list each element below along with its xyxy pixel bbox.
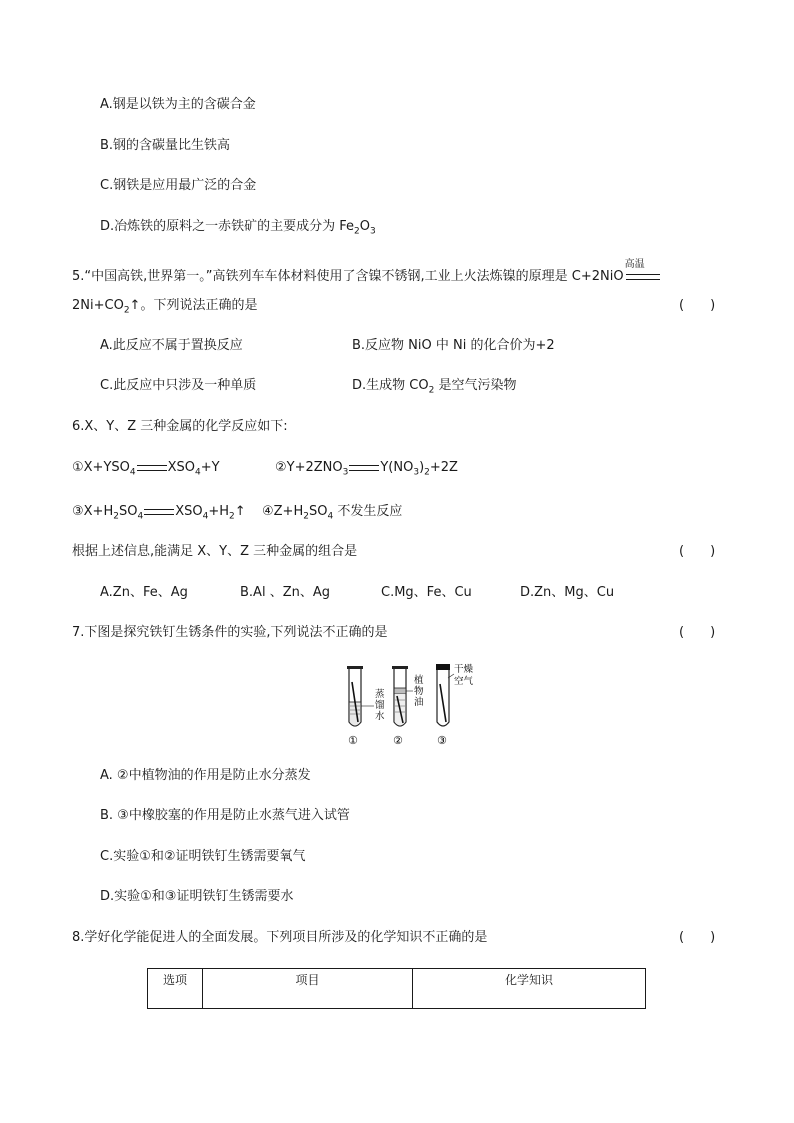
q8-table xyxy=(147,968,646,1009)
tube-1-rim xyxy=(347,666,363,669)
q7-option-d: D.实验①和③证明铁钉生锈需要水 xyxy=(100,889,294,904)
q6-reaction-2: $②Y+2ZNO_3$ $Y(NO_3)_2+2Z$ xyxy=(275,460,458,478)
table-header-row xyxy=(148,969,646,1009)
q4-option-c: C.钢铁是应用最广泛的合金 xyxy=(100,178,257,193)
q6-option-a: A.Zn、Fe、Ag xyxy=(100,585,188,600)
q6-reaction-3: $③X+H_2SO_4$ $XSO_4+H_2↑$ xyxy=(72,504,246,522)
q7-option-a: A. ②中植物油的作用是防止水分蒸发 xyxy=(100,768,311,783)
q5-option-a: A.此反应不属于置换反应 xyxy=(100,338,243,353)
rust-experiment-figure xyxy=(336,660,486,748)
iron-nail-3 xyxy=(440,684,446,722)
q7-answer-blank: ( ) xyxy=(679,625,716,640)
q5-answer-blank: ( ) xyxy=(679,298,716,313)
label-water-2: 馏 xyxy=(375,700,385,711)
q5-stem-line2: $2Ni+CO_2↑$。下列说法正确的是 xyxy=(72,298,258,316)
q4-option-b: B.钢的含碳量比生铁高 xyxy=(100,138,231,153)
label-water-3: 水 xyxy=(375,711,385,722)
q7-option-b: B. ③中橡胶塞的作用是防止水蒸气进入试管 xyxy=(100,808,350,823)
label-oil-3: 油 xyxy=(414,697,424,708)
test-tube-3 xyxy=(436,664,450,726)
tube-2-rim xyxy=(392,666,408,669)
test-tube-1 xyxy=(347,666,363,726)
q5-option-c: C.此反应中只涉及一种单质 xyxy=(100,378,257,393)
q6-stem: 6.X、Y、Z 三种金属的化学反应如下: xyxy=(72,419,288,434)
q4-option-d: D.冶炼铁的原料之一赤铁矿的主要成分为 $Fe_2O_3$ xyxy=(100,219,376,237)
label-water-1: 蒸 xyxy=(375,689,385,700)
q6-option-b: B.Al 、Zn、Ag xyxy=(240,585,330,600)
tube-1-number: ① xyxy=(348,734,358,747)
q5-option-b: B.反应物 NiO 中 Ni 的化合价为+2 xyxy=(352,338,555,353)
tube-2-number: ② xyxy=(393,734,403,747)
q6-reaction-1: $①X+YSO_4$ $XSO_4+Y$ xyxy=(72,460,220,478)
q5-stem-line1: 5.“中国高铁,世界第一。”高铁列车车体材料使用了含镍不锈钢,工业上火法炼镍的原理是 C+2NiO 高温 xyxy=(72,269,660,285)
q6-answer-blank: ( ) xyxy=(679,544,716,559)
test-tube-2 xyxy=(392,666,408,726)
tube-3-number: ③ xyxy=(437,734,447,747)
label-dry-air-1: 干燥 xyxy=(454,664,474,675)
q8-answer-blank: ( ) xyxy=(679,930,716,945)
label-dry-air-2: 空气 xyxy=(454,676,474,687)
q6-reaction-4: $④Z+H_2SO_4$ 不发生反应 xyxy=(262,504,403,522)
q4-option-a: A.钢是以铁为主的含碳合金 xyxy=(100,97,256,112)
rubber-stopper xyxy=(436,664,450,670)
q6-option-d: D.Zn、Mg、Cu xyxy=(520,585,615,600)
q6-ask: 根据上述信息,能满足 X、Y、Z 三种金属的组合是 xyxy=(72,544,358,559)
header-option: 选项 xyxy=(148,969,203,1009)
label-oil-2: 物 xyxy=(414,686,424,697)
label-oil-1: 植 xyxy=(414,675,424,686)
q8-stem: 8.学好化学能促进人的全面发展。下列项目所涉及的化学知识不正确的是 xyxy=(72,930,488,945)
header-chem-knowledge: 化学知识 xyxy=(413,969,646,1009)
q5-option-d: D.生成物 $CO_2$ 是空气污染物 xyxy=(352,378,517,396)
high-temp-equals-sign: 高温 xyxy=(626,274,660,280)
header-project: 项目 xyxy=(203,969,413,1009)
q7-option-c: C.实验①和②证明铁钉生锈需要氧气 xyxy=(100,849,306,864)
oil-layer xyxy=(395,688,406,694)
q6-option-c: C.Mg、Fe、Cu xyxy=(381,585,472,600)
q7-stem: 7.下图是探究铁钉生锈条件的实验,下列说法不正确的是 xyxy=(72,625,388,640)
